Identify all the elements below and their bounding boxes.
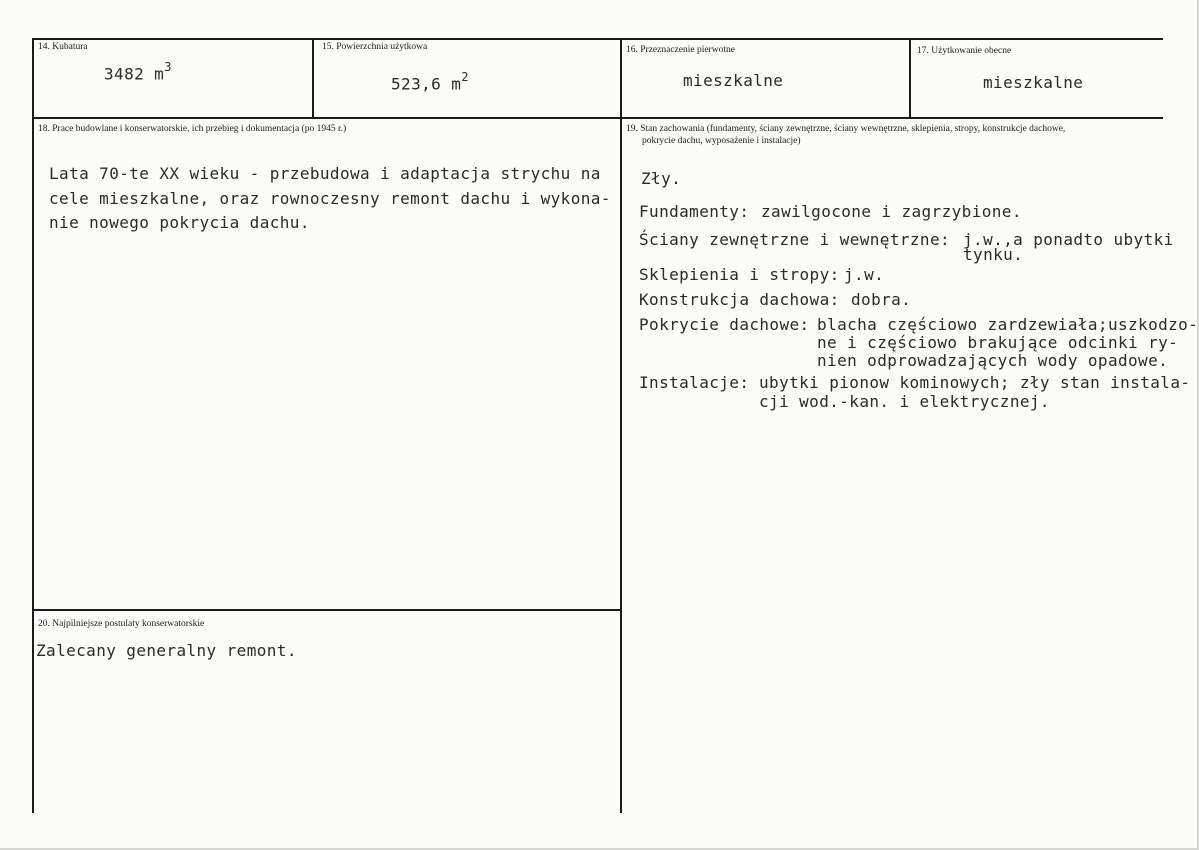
stan-label-line1: 19. Stan zachowania (fundamenty, ściany zewnętrzne, ściany wewnętrzne, sklepienia, stropy, konstrukcje dachowe,	[626, 124, 1066, 134]
stan-ogolny: Zły.	[641, 169, 682, 188]
powierzchnia-number: 523,6 m	[391, 74, 462, 94]
sciany-text: j.w.,a ponadto ubytki	[963, 230, 1174, 249]
kubatura-number: 3482 m	[104, 64, 165, 84]
prace-line: cele mieszkalne, oraz rownoczesny remont dachu i wykona-	[49, 189, 611, 208]
sklepienia-head: Sklepienia i stropy:	[639, 265, 840, 284]
pokrycie-head: Pokrycie dachowe:	[639, 315, 810, 334]
fundamenty-head: Fundamenty:	[639, 202, 750, 221]
powierzchnia-value	[391, 72, 469, 93]
przeznaczenie-label: 16. Przeznaczenie pierwotne	[626, 45, 735, 55]
header-row-bottom	[32, 117, 1163, 119]
sciany-text: tynku.	[963, 245, 1024, 264]
sciany-head: Ściany zewnętrzne i wewnętrzne:	[639, 230, 951, 249]
divider-16-17	[909, 38, 911, 119]
przeznaczenie-value: mieszkalne	[683, 71, 784, 90]
center-divider	[620, 38, 622, 813]
kubatura-exponent: 3	[164, 60, 172, 74]
postulaty-label: 20. Najpilniejsze postulaty konserwatorskie	[38, 619, 205, 629]
divider-14-15	[312, 38, 314, 119]
top-border	[32, 38, 1163, 40]
kubatura-label: 14. Kubatura	[38, 42, 88, 52]
prace-line: nie nowego pokrycia dachu.	[49, 213, 310, 232]
section-18-bottom	[32, 609, 622, 611]
konstrukcja-text: dobra.	[851, 290, 912, 309]
pokrycie-text: blacha częściowo zardzewiała;uszkodzo-	[817, 315, 1199, 334]
kubatura-value	[104, 62, 172, 83]
powierzchnia-exponent: 2	[461, 70, 469, 84]
uzytkowanie-value: mieszkalne	[983, 73, 1084, 92]
konstrukcja-head: Konstrukcja dachowa:	[639, 290, 840, 309]
pokrycie-text: nien odprowadzających wody opadowe.	[817, 351, 1169, 370]
fundamenty-text: zawilgocone i zagrzybione.	[761, 202, 1022, 221]
left-border	[32, 38, 34, 813]
pokrycie-text: ne i częściowo brakujące odcinki ry-	[817, 333, 1179, 352]
instalacje-text: cji wod.-kan. i elektrycznej.	[759, 392, 1050, 411]
powierzchnia-label: 15. Powierzchnia użytkowa	[322, 42, 428, 52]
instalacje-head: Instalacje:	[639, 373, 750, 392]
prace-line: Lata 70-te XX wieku - przebudowa i adaptacja strychu na	[49, 164, 601, 183]
uzytkowanie-label: 17. Użytkowanie obecne	[917, 46, 1012, 56]
sklepienia-text: j.w.	[844, 265, 885, 284]
postulaty-value: Zalecany generalny remont.	[36, 641, 297, 660]
prace-label: 18. Prace budowlane i konserwatorskie, ich przebieg i dokumentacja (po 1945 r.)	[38, 124, 347, 134]
stan-label-line2: pokrycie dachu, wyposażenie i instalacje)	[642, 136, 801, 146]
instalacje-text: ubytki pionow kominowych; zły stan instala-	[759, 373, 1191, 392]
